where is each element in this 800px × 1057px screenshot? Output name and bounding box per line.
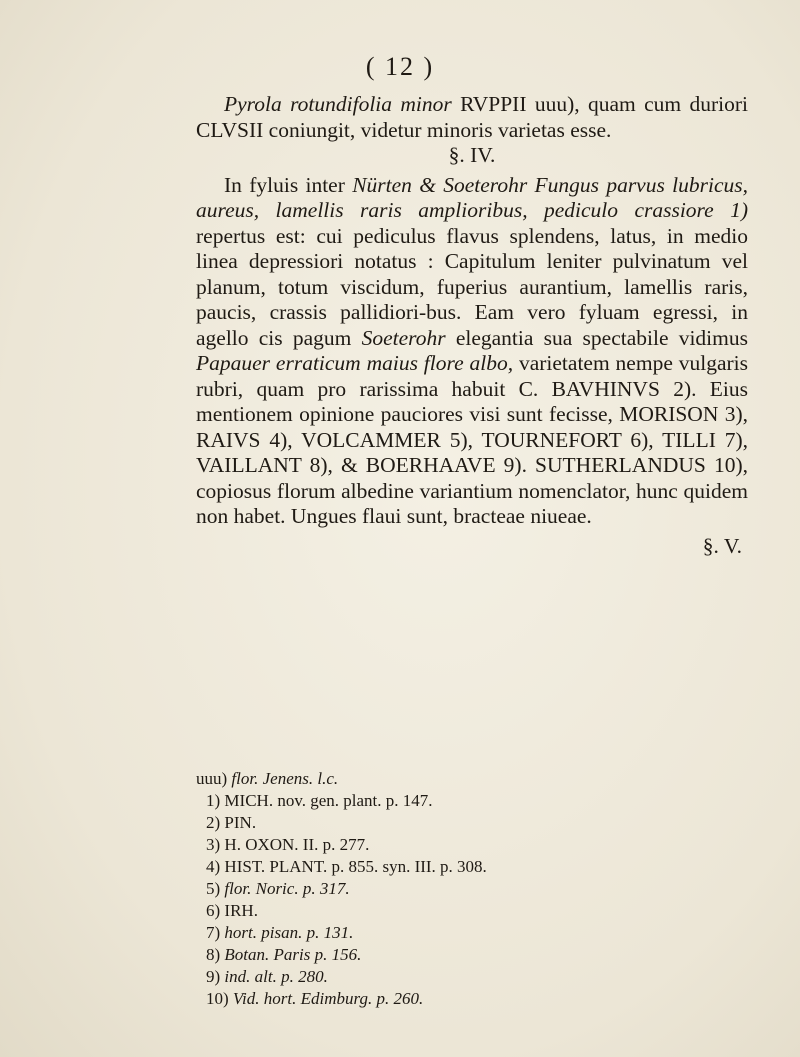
text-segment: In fyluis inter xyxy=(224,172,353,197)
footnote: 9) ind. alt. p. 280. xyxy=(206,967,328,986)
text-segment: repertus est: cui pediculus flavus splendens, latus, in medio linea depressiori notatus : Capitulum leniter pulvinatum vel planum, totum viscidum, fuperius aurantium, lamellis raris, paucis, crassis pallidiori-bus. Eam vero fyluam egressi, in agello cis pagum xyxy=(196,223,748,350)
section-heading-next: §. V. xyxy=(702,533,742,558)
text-segment: varietatem nempe vulgaris rubri, quam pro rarissima habuit C. BAVHINVS 2). Eius mentionem opinione pauciores visi sunt fecisse, MORISON 3), RAIVS 4), VOLCAMMER 5), TOURNEFORT 6), TILLI 7), VAILLANT 8), & BOERHAAVE 9). SUTHERLANDUS 10), copiosus florum albedine variantium nomenclator, hunc quidem non habet. Ungues flaui sunt, bracteae niueae. xyxy=(196,351,748,528)
main-text xyxy=(196,92,748,559)
footnote: 10) Vid. hort. Edimburg. p. 260. xyxy=(206,989,424,1008)
text-segment: elegantia sua spectabile vidimus xyxy=(445,325,748,350)
footnote: 2) PIN. xyxy=(206,813,257,832)
footnote: 3) H. OXON. II. p. 277. xyxy=(206,835,370,854)
page-number: ( 12 ) xyxy=(365,52,435,81)
footnote: 1) MICH. nov. gen. plant. p. 147. xyxy=(206,791,433,810)
footnote: 4) HIST. PLANT. p. 855. syn. III. p. 308. xyxy=(206,857,487,876)
species-name: Pyrola rotundifolia minor xyxy=(224,92,452,116)
footnote: 8) Botan. Paris p. 156. xyxy=(206,945,362,964)
footnote: 6) IRH. xyxy=(206,901,258,920)
footnotes xyxy=(196,768,716,1010)
footnote: 7) hort. pisan. p. 131. xyxy=(206,923,354,942)
paragraph-text: RVPPII uuu), quam cum duriori CLVSII coniungit, videtur minoris varietas esse. xyxy=(196,92,748,142)
italic-segment: Nürten & Soeterohr Fungus parvus lubricus, aureus, lamellis raris amplioribus, pediculo crassiore 1) xyxy=(196,172,748,222)
footnote: uuu) flor. Jenens. l.c. xyxy=(196,769,339,788)
italic-segment: Papauer erraticum maius flore albo, xyxy=(196,351,514,375)
footnote: 5) flor. Noric. p. 317. xyxy=(206,879,350,898)
paragraph-fungus xyxy=(196,173,748,530)
section-heading: §. IV. xyxy=(448,143,496,167)
paragraph-pyrola xyxy=(196,92,748,143)
italic-segment: Soeterohr xyxy=(361,325,446,350)
